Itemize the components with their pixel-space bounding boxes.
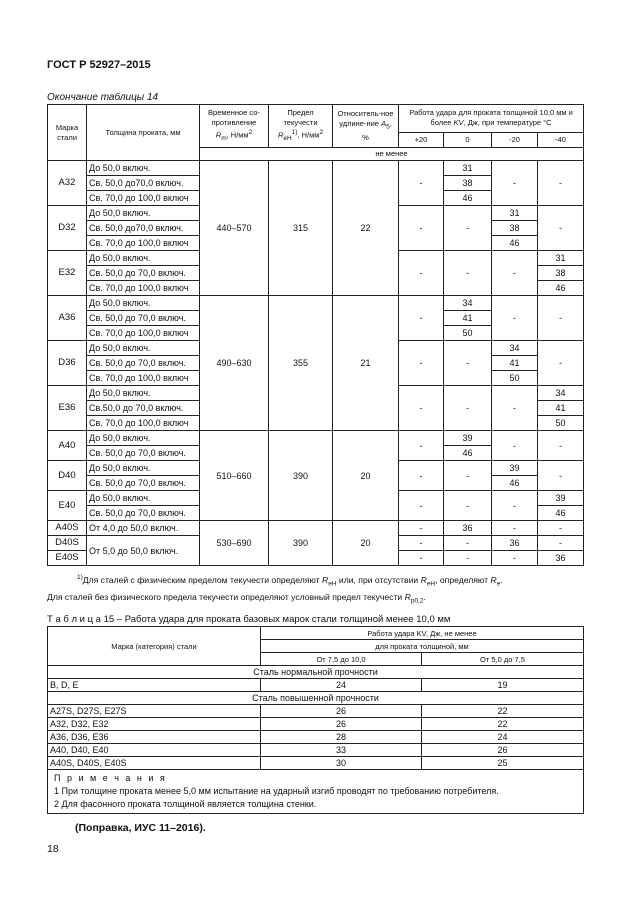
impact-cell: - xyxy=(538,161,584,206)
impact-cell: 46 xyxy=(444,191,492,206)
impact-value-cell: 26 xyxy=(261,718,422,731)
impact-cell: 34 xyxy=(538,386,584,401)
impact-cell: - xyxy=(399,386,444,431)
grade-cell: E36 xyxy=(48,386,87,431)
impact-value-cell: 22 xyxy=(422,718,584,731)
impact-cell: - xyxy=(492,296,538,341)
impact-value-cell: 26 xyxy=(422,744,584,757)
table15-caption: Т а б л и ц а 15 – Работа удара для проката базовых марок стали толщиной менее 10,0 мм xyxy=(47,614,451,625)
impact-cell: - xyxy=(399,491,444,521)
grade-cell: D40 xyxy=(48,461,87,491)
impact-cell: - xyxy=(538,206,584,251)
th-temp-plus20: +20 xyxy=(399,132,444,147)
th-min-note: не менее xyxy=(200,148,584,161)
amendment-note: (Поправка, ИУС 11–2016). xyxy=(75,822,206,834)
tensile-cell: 510–660 xyxy=(200,431,269,521)
grade-category-cell: B, D, E xyxy=(48,679,261,692)
th-impact: Работа удара для проката толщиной 10,0 мм и более KV, Дж, при температуре °С xyxy=(399,105,584,133)
thickness-cell: Св. 50,0 до 70,0 включ. xyxy=(87,476,200,491)
thickness-cell: Св. 70,0 до 100,0 включ xyxy=(87,371,200,386)
impact-cell: 50 xyxy=(444,326,492,341)
thickness-cell: Св. 50,0 до 70,0 включ. xyxy=(87,446,200,461)
thickness-cell: Св.50,0 до 70,0 включ. xyxy=(87,401,200,416)
yield-cell: 355 xyxy=(269,296,333,431)
t15-notes xyxy=(48,770,584,814)
impact-cell: 38 xyxy=(538,266,584,281)
t15-th-impact: Работа удара KV, Дж, не менее xyxy=(261,627,584,640)
impact-cell: 46 xyxy=(538,281,584,296)
impact-cell: - xyxy=(399,551,444,566)
thickness-cell: От 4,0 до 50,0 включ. xyxy=(87,521,200,536)
table-row xyxy=(48,521,584,536)
impact-value-cell: 24 xyxy=(261,679,422,692)
grade-cell: A40S xyxy=(48,521,87,536)
yield-cell: 315 xyxy=(269,161,333,296)
elongation-cell: 22 xyxy=(333,161,399,296)
note-2: 2 Для фасонного проката толщиной является толщина стенки. xyxy=(54,799,317,809)
thickness-cell: До 50,0 включ. xyxy=(87,296,200,311)
grade-cell: D32 xyxy=(48,206,87,251)
standard-header: ГОСТ Р 52927–2015 xyxy=(47,59,151,71)
grade-category-cell: A27S, D27S, E27S xyxy=(48,705,261,718)
impact-cell: - xyxy=(538,536,584,551)
th-thickness: Толщина проката, мм xyxy=(87,105,200,161)
thickness-cell: Св. 70,0 до 100,0 включ xyxy=(87,191,200,206)
yield-cell: 390 xyxy=(269,521,333,566)
impact-value-cell: 26 xyxy=(261,705,422,718)
impact-cell: 50 xyxy=(538,416,584,431)
tensile-cell: 530–690 xyxy=(200,521,269,566)
impact-cell: 41 xyxy=(444,311,492,326)
impact-cell: - xyxy=(399,296,444,341)
impact-value-cell: 33 xyxy=(261,744,422,757)
impact-value-cell: 24 xyxy=(422,731,584,744)
thickness-cell: До 50,0 включ. xyxy=(87,431,200,446)
impact-cell: - xyxy=(444,386,492,431)
grade-category-cell: A40, D40, E40 xyxy=(48,744,261,757)
table-row xyxy=(48,705,584,718)
thickness-cell: До 50,0 включ. xyxy=(87,491,200,506)
yield-cell: 390 xyxy=(269,431,333,521)
impact-cell: - xyxy=(492,491,538,521)
impact-cell: - xyxy=(399,161,444,206)
note-1: 1 При толщине проката менее 5,0 мм испытание на ударный изгиб проводят по требованию потребителя. xyxy=(54,786,499,796)
impact-cell: - xyxy=(492,386,538,431)
th-temp-minus20: -20 xyxy=(492,132,538,147)
impact-cell: - xyxy=(399,251,444,296)
impact-value-cell: 22 xyxy=(422,705,584,718)
impact-cell: - xyxy=(444,341,492,386)
impact-cell: 46 xyxy=(538,506,584,521)
impact-cell: 39 xyxy=(444,431,492,446)
thickness-cell: Св. 50,0 до 70,0 включ. xyxy=(87,311,200,326)
elongation-cell: 20 xyxy=(333,431,399,521)
table-row xyxy=(48,770,584,814)
impact-value-cell: 30 xyxy=(261,757,422,770)
grade-cell: E40 xyxy=(48,491,87,521)
impact-cell: - xyxy=(538,461,584,491)
impact-value-cell: 25 xyxy=(422,757,584,770)
impact-cell: 46 xyxy=(492,236,538,251)
impact-cell: - xyxy=(492,431,538,461)
impact-cell: - xyxy=(399,536,444,551)
th-tensile: Временное со-противление $R_m$, $Н/мм^2$ xyxy=(200,105,269,148)
table-row xyxy=(48,731,584,744)
table14 xyxy=(47,104,584,566)
t15-section-high: Сталь повышенной прочности xyxy=(48,692,584,705)
impact-cell: - xyxy=(444,551,492,566)
elongation-cell: 21 xyxy=(333,296,399,431)
footnote-1: $^{1)}$Для сталей с физическим пределом текучести определяют $R_{eH}$ или, при отсутствии $R_{eH}$, определяют $R_e$. xyxy=(77,574,503,588)
impact-cell: 41 xyxy=(538,401,584,416)
impact-cell: - xyxy=(399,521,444,536)
grade-cell: A32 xyxy=(48,161,87,206)
th-yield: Предел текучести $R_{eH}^{1)}$, $Н/мм^2$ xyxy=(269,105,333,148)
grade-cell: D40S xyxy=(48,536,87,551)
thickness-cell: Св. 50,0 до 70,0 включ. xyxy=(87,356,200,371)
footnote-2: Для сталей без физического предела текучести определяют условный предел текучести $R_{p0,2}$. xyxy=(47,591,426,605)
thickness-cell: До 50,0 включ. xyxy=(87,251,200,266)
grade-cell: D36 xyxy=(48,341,87,386)
grade-category-cell: A36, D36, E36 xyxy=(48,731,261,744)
impact-cell: 36 xyxy=(444,521,492,536)
impact-cell: 36 xyxy=(492,536,538,551)
thickness-cell: До 50,0 включ. xyxy=(87,341,200,356)
thickness-cell: Св. 50,0 до70,0 включ. xyxy=(87,221,200,236)
impact-cell: - xyxy=(399,206,444,251)
impact-cell: - xyxy=(444,206,492,251)
impact-cell: - xyxy=(492,521,538,536)
impact-cell: 31 xyxy=(492,206,538,221)
impact-cell: 34 xyxy=(492,341,538,356)
elongation-cell: 20 xyxy=(333,521,399,566)
impact-cell: - xyxy=(492,551,538,566)
impact-cell: 38 xyxy=(444,176,492,191)
thickness-cell: До 50,0 включ. xyxy=(87,386,200,401)
th-elongation: Относитель-ное удлине-ние $A_5$, % xyxy=(333,105,399,148)
table14-footnotes xyxy=(47,572,583,607)
impact-cell: 50 xyxy=(492,371,538,386)
thickness-cell: Св. 50,0 до 70,0 включ. xyxy=(87,266,200,281)
impact-cell: 46 xyxy=(444,446,492,461)
impact-cell: 31 xyxy=(444,161,492,176)
impact-cell: 41 xyxy=(492,356,538,371)
impact-cell: - xyxy=(492,251,538,296)
impact-cell: - xyxy=(492,161,538,206)
tensile-cell: 440–570 xyxy=(200,161,269,296)
th-temp-0: 0 xyxy=(444,132,492,147)
table-row xyxy=(48,679,584,692)
impact-cell: 39 xyxy=(492,461,538,476)
grade-cell: E40S xyxy=(48,551,87,566)
table-row xyxy=(48,692,584,705)
impact-cell: - xyxy=(399,461,444,491)
impact-cell: 39 xyxy=(538,491,584,506)
impact-cell: - xyxy=(399,341,444,386)
thickness-cell: До 50,0 включ. xyxy=(87,206,200,221)
t15-th-thickness: для проката толщиной, мм xyxy=(261,640,584,653)
table-row xyxy=(48,161,584,176)
t15-th-grade: Марка (категория) стали xyxy=(48,627,261,666)
impact-value-cell: 19 xyxy=(422,679,584,692)
impact-cell: - xyxy=(399,431,444,461)
th-grade: Марка стали xyxy=(48,105,87,161)
t15-th-col1: От 7,5 до 10,0 xyxy=(261,653,422,666)
impact-cell: - xyxy=(538,296,584,341)
impact-cell: 46 xyxy=(492,476,538,491)
th-temp-minus40: -40 xyxy=(538,132,584,147)
table-row xyxy=(48,431,584,446)
thickness-cell: До 50,0 включ. xyxy=(87,161,200,176)
grade-category-cell: A32, D32, E32 xyxy=(48,718,261,731)
impact-cell: 36 xyxy=(538,551,584,566)
notes-title: П р и м е ч а н и я xyxy=(54,773,167,783)
impact-cell: - xyxy=(444,461,492,491)
thickness-cell: Св. 70,0 до 100,0 включ xyxy=(87,326,200,341)
thickness-cell: Св. 50,0 до 70,0 включ. xyxy=(87,506,200,521)
t15-section-normal: Сталь нормальной прочности xyxy=(48,666,584,679)
table-row xyxy=(48,744,584,757)
impact-cell: - xyxy=(444,251,492,296)
impact-cell: - xyxy=(444,491,492,521)
thickness-cell: От 5,0 до 50,0 включ. xyxy=(87,536,200,566)
thickness-cell: Св. 50,0 до70,0 включ. xyxy=(87,176,200,191)
grade-category-cell: A40S, D40S, E40S xyxy=(48,757,261,770)
impact-cell: 34 xyxy=(444,296,492,311)
table-row xyxy=(48,296,584,311)
table14-caption: Окончание таблицы 14 xyxy=(47,92,159,103)
t15-th-col2: От 5,0 до 7,5 xyxy=(422,653,584,666)
table-row xyxy=(48,757,584,770)
page-number: 18 xyxy=(47,843,59,855)
thickness-cell: Св. 70,0 до 100,0 включ xyxy=(87,416,200,431)
table15 xyxy=(47,626,584,814)
tensile-cell: 490–630 xyxy=(200,296,269,431)
thickness-cell: До 50,0 включ. xyxy=(87,461,200,476)
table-row xyxy=(48,718,584,731)
impact-cell: 31 xyxy=(538,251,584,266)
impact-cell: - xyxy=(538,521,584,536)
impact-cell: - xyxy=(538,431,584,461)
impact-cell: 38 xyxy=(492,221,538,236)
impact-cell: - xyxy=(444,536,492,551)
grade-cell: E32 xyxy=(48,251,87,296)
grade-cell: A40 xyxy=(48,431,87,461)
thickness-cell: Св. 70,0 до 100,0 включ xyxy=(87,236,200,251)
impact-cell: - xyxy=(538,341,584,386)
grade-cell: A36 xyxy=(48,296,87,341)
thickness-cell: Св. 70,0 до 100,0 включ xyxy=(87,281,200,296)
impact-value-cell: 28 xyxy=(261,731,422,744)
